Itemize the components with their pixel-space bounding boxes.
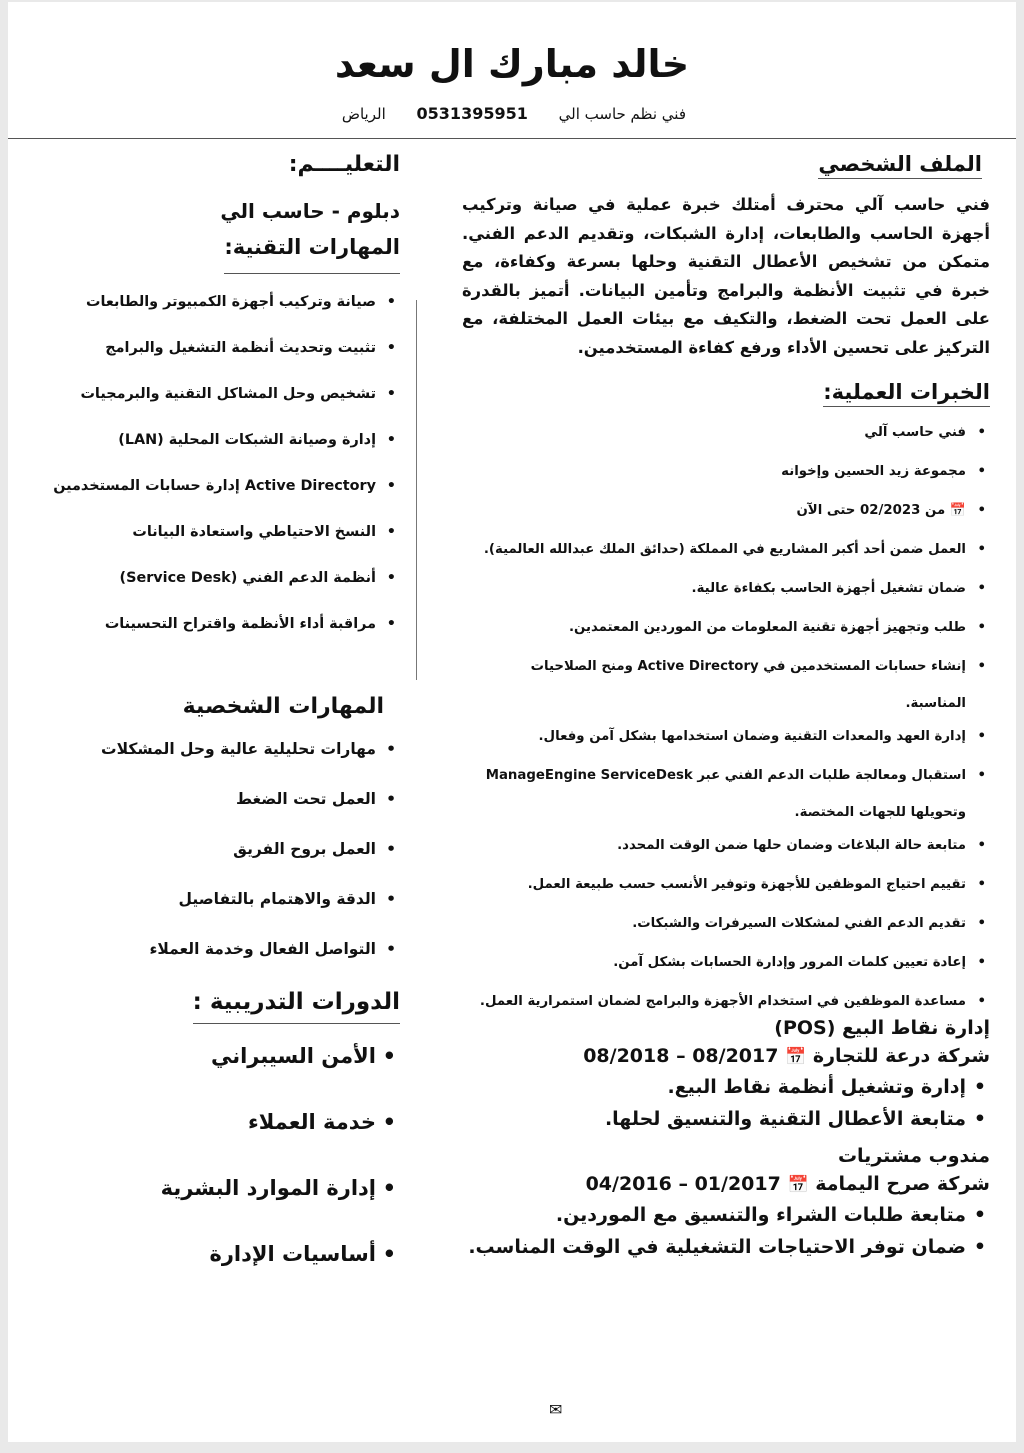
list-item: • إدارة العهد والمعدات التقنية وضمان استخدامها بشكل آمن وفعال. <box>462 727 990 746</box>
resume-page <box>8 2 1016 1442</box>
calendar-icon: 📅 <box>787 1175 809 1195</box>
list-item: • أساسيات الإدارة <box>28 1240 400 1268</box>
duty-ad-line2: المناسبة. <box>905 696 966 711</box>
list-item: • صيانة وتركيب أجهزة الكمبيوتر والطابعات <box>28 292 400 312</box>
pos-job-company-period <box>462 1045 990 1067</box>
tech-skills-heading: المهارات التقنية: <box>224 235 400 274</box>
soft-skills-list <box>28 739 400 959</box>
header-divider <box>8 138 1016 139</box>
pos-company: شركة درعة للتجارة <box>812 1045 990 1067</box>
company-item: • مجموعة زيد الحسين وإخوانه <box>462 462 990 481</box>
list-item: • إدارة الموارد البشرية <box>28 1174 400 1202</box>
tech-skills-list <box>28 292 400 634</box>
list-item: • تقييم احتياج الموظفين للأجهزة وتوفير الأنسب حسب طبيعة العمل. <box>462 875 990 894</box>
column-divider <box>416 300 417 680</box>
side-column <box>28 152 400 1306</box>
purchase-job-title: مندوب مشتريات <box>837 1145 990 1167</box>
list-item: • ضمان توفر الاحتياجات التشغيلية في الوقت المناسب. <box>430 1231 990 1263</box>
duty-ad-line1: إنشاء حسابات المستخدمين في Active Directory ومنح الصلاحيات <box>530 659 966 674</box>
list-item: • العمل تحت الضغط <box>28 789 400 809</box>
pos-job <box>462 1017 990 1135</box>
list-item: • مهارات تحليلية عالية وحل المشكلات <box>28 739 400 759</box>
purchase-company: شركة صرح اليمامة <box>815 1173 990 1195</box>
list-item: • إدارة وصيانة الشبكات المحلية (LAN) <box>28 430 400 450</box>
purchase-job-company-period <box>462 1173 990 1195</box>
profile-text: فني حاسب آلي محترف أمتلك خبرة عملية في صيانة وتركيب أجهزة الحاسب والطابعات، إدارة الشبكات، وتقديم الدعم الفني. متمكن من تشخيص الأعطال التقنية وحلها بسرعة وكفاءة، مع خبرة في تثبيت الأنظمة والبرامج وتأمين البيانات. أتميز بالقدرة على العمل تحت الضغط، والتكيف مع بيئات العمل المختلفة، مع التركيز على تحسين الأداء ورفع كفاءة المستخدمين. <box>462 195 990 357</box>
courses-list <box>28 1042 400 1268</box>
city: الرياض <box>341 105 386 123</box>
purchase-period: 01/2017 – 04/2016 <box>585 1173 781 1195</box>
list-item: • العمل بروح الفريق <box>28 839 400 859</box>
experience-heading: الخبرات العملية: <box>823 380 990 407</box>
education-heading: التعليــــم: <box>288 152 400 177</box>
period-text: من 02/2023 حتى الآن <box>796 503 946 518</box>
list-item: • مراقبة أداء الأنظمة واقتراح التحسينات <box>28 614 400 634</box>
pos-job-title: إدارة نقاط البيع (POS) <box>774 1017 990 1039</box>
list-item: • إدارة وتشغيل أنظمة نقاط البيع. <box>462 1071 990 1103</box>
calendar-icon: 📅 <box>949 503 966 518</box>
person-name: خالد مبارك ال سعد <box>334 42 690 86</box>
list-item: • ضمان تشغيل أجهزة الحاسب بكفاءة عالية. <box>462 579 990 598</box>
phone-number: 0531395951 <box>416 104 528 123</box>
job-title-item: • فني حاسب آلي <box>462 423 990 442</box>
period-item <box>462 501 990 520</box>
list-item: • العمل ضمن أحد أكبر المشاريع في المملكة (حدائق الملك عبدالله العالمية). <box>462 540 990 559</box>
courses-heading: الدورات التدريبية : <box>193 989 400 1024</box>
list-item: • النسخ الاحتياطي واستعادة البيانات <box>28 522 400 542</box>
main-column <box>462 152 990 1263</box>
job-title: فني نظم حاسب الي <box>558 105 686 123</box>
list-item <box>462 766 990 822</box>
calendar-icon: 📅 <box>785 1047 807 1067</box>
list-item: • طلب وتجهيز أجهزة تقنية المعلومات من الموردين المعتمدين. <box>462 618 990 637</box>
duty-sd-line2: وتحويلها للجهات المختصة. <box>794 805 966 820</box>
pos-duties <box>462 1071 990 1135</box>
list-item: • الدقة والاهتمام بالتفاصيل <box>28 889 400 909</box>
duty-sd-line1: استقبال ومعالجة طلبات الدعم الفني عبر ManageEngine ServiceDesk <box>485 768 966 783</box>
list-item: • مساعدة الموظفين في استخدام الأجهزة والبرامج لضمان استمرارية العمل. <box>462 992 990 1011</box>
list-item: • تقديم الدعم الفني لمشكلات السيرفرات والشبكات. <box>462 914 990 933</box>
contact-line <box>316 104 686 123</box>
pos-period: 08/2017 – 08/2018 <box>583 1045 779 1067</box>
soft-skills-heading: المهارات الشخصية <box>182 694 384 719</box>
list-item: • متابعة حالة البلاغات وضمان حلها ضمن الوقت المحدد. <box>462 836 990 855</box>
list-item: • تثبيت وتحديث أنظمة التشغيل والبرامج <box>28 338 400 358</box>
list-item: • متابعة الأعطال التقنية والتنسيق لحلها. <box>462 1103 990 1135</box>
education-degree: دبلوم - حاسب الي <box>220 199 400 223</box>
list-item: • إعادة تعيين كلمات المرور وإدارة الحسابات بشكل آمن. <box>462 953 990 972</box>
list-item: • متابعة طلبات الشراء والتنسيق مع الموردين. <box>430 1199 990 1231</box>
list-item <box>462 657 990 713</box>
list-item: • تشخيص وحل المشاكل التقنية والبرمجيات <box>28 384 400 404</box>
list-item: • Active Directory إدارة حسابات المستخدمين <box>28 476 400 496</box>
list-item: • خدمة العملاء <box>28 1108 400 1136</box>
purchase-duties <box>430 1199 990 1263</box>
list-item: • أنظمة الدعم الفني (Service Desk) <box>28 568 400 588</box>
envelope-icon: ✉ <box>549 1400 563 1419</box>
experience-list <box>462 423 990 1011</box>
list-item: • التواصل الفعال وخدمة العملاء <box>28 939 400 959</box>
profile-heading: الملف الشخصي <box>818 152 982 179</box>
list-item: • الأمن السيبراني <box>28 1042 400 1070</box>
purchase-job <box>462 1145 990 1263</box>
